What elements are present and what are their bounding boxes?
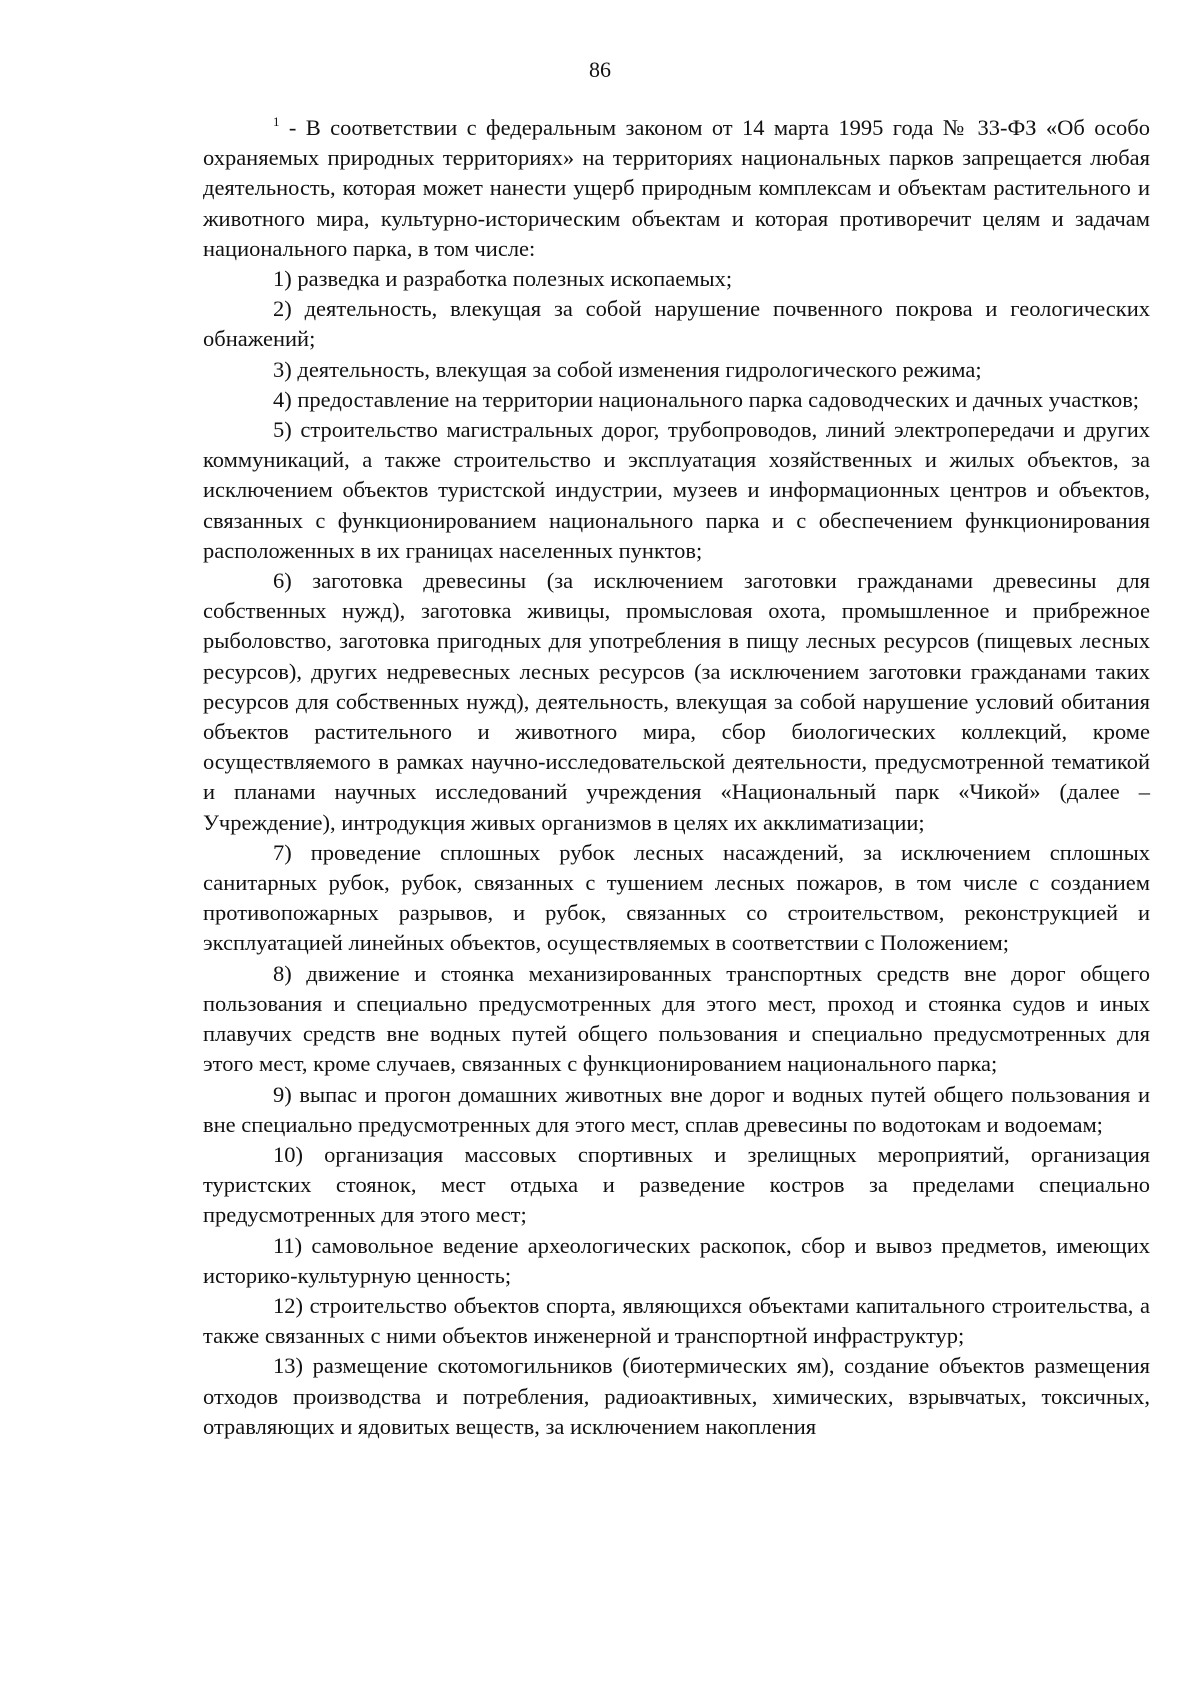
footnote-paragraph bbox=[203, 113, 1150, 264]
list-item-8: 8) движение и стоянка механизированных транспортных средств вне дорог общего пользования и специально предусмотренных для этого мест, проход и стоянка судов и иных плавучих средств вне водных путей общего пользования и специально предусмотренных для этого мест, кроме случаев, связанных с функционированием национального парка; bbox=[203, 960, 1150, 1077]
list-item-2: 2) деятельность, влекущая за собой нарушение почвенного покрова и геологических обнажений; bbox=[203, 296, 1150, 352]
list-item-3: 3) деятельность, влекущая за собой изменения гидрологического режима; bbox=[273, 356, 982, 382]
list-item-10: 10) организация массовых спортивных и зрелищных мероприятий, организация туристских стоянок, мест отдыха и разведение костров за пределами специально предусмотренных для этого мест; bbox=[203, 1141, 1150, 1228]
list-item-11: 11) самовольное ведение археологических раскопок, сбор и вывоз предметов, имеющих историко-культурную ценность; bbox=[203, 1232, 1150, 1288]
list-item-5: 5) строительство магистральных дорог, трубопроводов, линий электропередачи и других коммуникаций, а также строительство и эксплуатация хозяйственных и жилых объектов, за исключением объектов туристской индустрии, музеев и информационных центров и объектов, связанных с функционированием национального парка и с обеспечением функционирования расположенных в их границах населенных пунктов; bbox=[203, 417, 1150, 563]
footnote-marker: 1 bbox=[273, 114, 280, 129]
list-item-12: 12) строительство объектов спорта, являющихся объектами капитального строительства, а также связанных с ними объектов инженерной и транспортной инфраструктур; bbox=[203, 1292, 1150, 1349]
list-item-6: 6) заготовка древесины (за исключением заготовки гражданами древесины для собственных нужд), заготовка живицы, промысловая охота, промышленное и прибрежное рыболовство, заготовка пригодных для употребления в пищу лесных ресурсов (пищевых лесных ресурсов), других недревесных лесных ресурсов (за исключением заготовки гражданами таких ресурсов для собственных нужд), деятельность, влекущая за собой нарушение условий обитания объектов растительного и животного мира, сбор биологических коллекций, кроме осуществляемого в рамках научно-исследовательской деятельности, предусмотренной тематикой и планами научных исследований учреждения «Национальный парк «Чикой» (далее – Учреждение), интродукция живых организмов в целях их акклиматизации; bbox=[203, 568, 1150, 835]
list-item-9: 9) выпас и прогон домашних животных вне дорог и водных путей общего пользования и вне специально предусмотренных для этого мест, сплав древесины по водотокам и водоемам; bbox=[203, 1081, 1150, 1137]
page-number: 86 bbox=[589, 57, 611, 82]
list-item-7: 7) проведение сплошных рубок лесных насаждений, за исключением сплошных санитарных рубок, рубок, связанных с тушением лесных пожаров, в том числе с созданием противопожарных разрывов, и рубок, связанных со строительством, реконструкцией и эксплуатацией линейных объектов, осуществляемых в соответствии с Положением; bbox=[203, 839, 1150, 956]
list-item-1: 1) разведка и разработка полезных ископаемых; bbox=[273, 266, 733, 292]
list-item-4: 4) предоставление на территории национального парка садоводческих и дачных участков; bbox=[273, 386, 1140, 412]
list-item-13: 13) размещение скотомогильников (биотермических ям), создание объектов размещения отходов производства и потребления, радиоактивных, химических, взрывчатых, токсичных, отравляющих и ядовитых веществ, за исключением накопления bbox=[203, 1353, 1150, 1439]
document-body bbox=[203, 113, 1150, 1442]
paragraph-text: - В соответствии с федеральным законом от 14 марта 1995 года № 33-ФЗ «Об особо охраняемых природных территориях» на территориях национальных парков запрещается любая деятельность, которая может нанести ущерб природным комплексам и объектам растительного и животного мира, культурно-историческим объектам и которая противоречит целям и задачам национального парка, в том числе: bbox=[203, 115, 1150, 261]
